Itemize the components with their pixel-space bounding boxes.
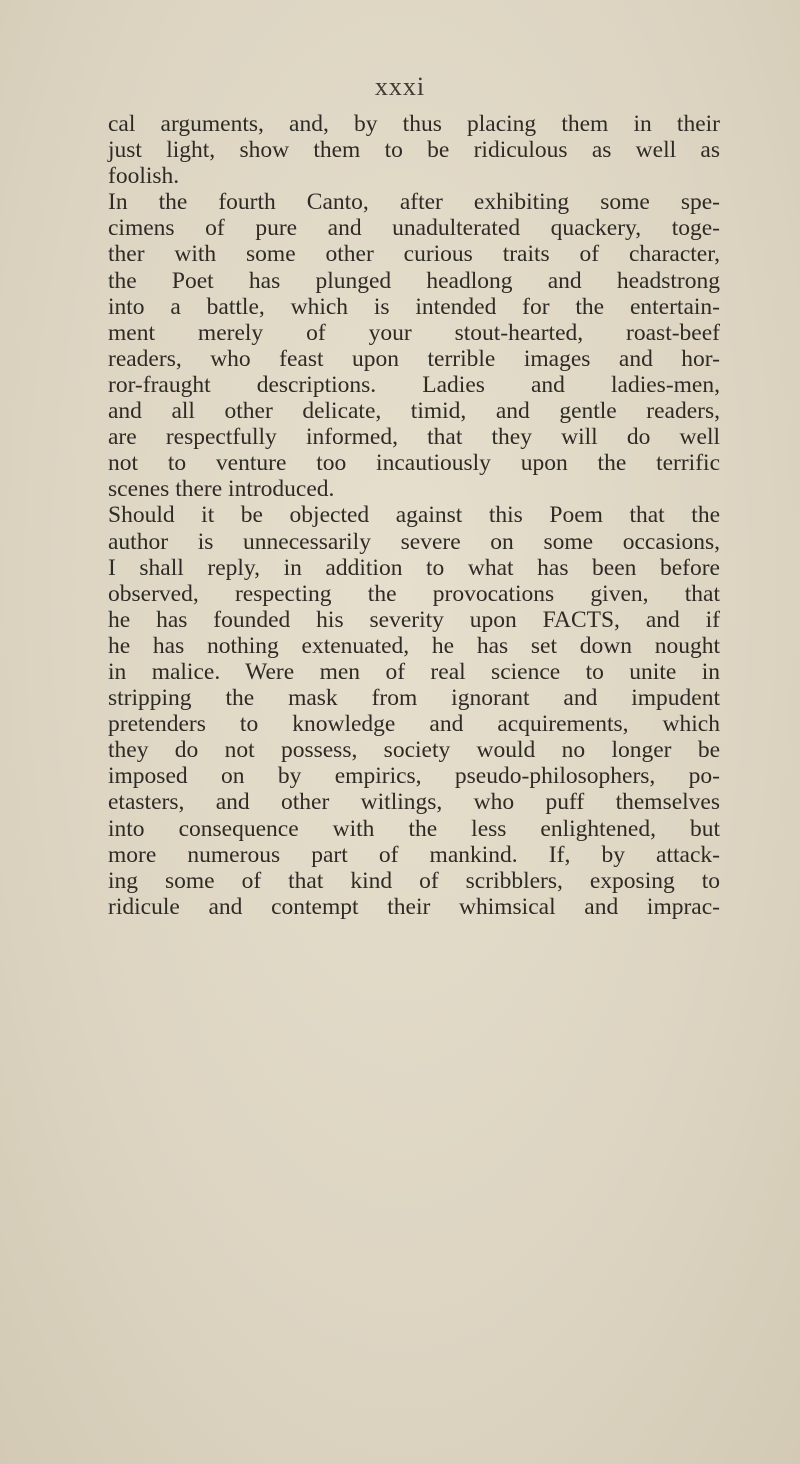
text-line: into a battle, which is intended for the entertain-: [108, 293, 720, 320]
text-line: ing some of that kind of scribblers, exposing to: [108, 867, 720, 894]
text-line: In the fourth Canto, after exhibiting some spe-: [108, 189, 720, 216]
text-line: ther with some other curious traits of character,: [108, 241, 720, 268]
text-line: ridicule and contempt their whimsical and imprac-: [108, 893, 720, 920]
text-line: the Poet has plunged headlong and headstrong: [108, 267, 720, 294]
text-line: ment merely of your stout-hearted, roast-beef: [108, 319, 720, 346]
text-line: cimens of pure and unadulterated quackery, toge-: [108, 215, 720, 242]
text-line: they do not possess, society would no longer be: [108, 737, 720, 764]
text-line: scenes there introduced.: [108, 476, 335, 503]
text-line: foolish.: [108, 163, 180, 190]
text-line: readers, who feast upon terrible images and hor-: [108, 345, 720, 372]
text-line: ror-fraught descriptions. Ladies and ladies-men,: [108, 371, 720, 398]
text-line: cal arguments, and, by thus placing them in their: [108, 111, 720, 137]
text-line: pretenders to knowledge and acquirements, which: [108, 711, 720, 738]
text-line: not to venture too incautiously upon the terrific: [108, 450, 720, 477]
text-line: are respectfully informed, that they will do well: [108, 424, 720, 451]
text-line: imposed on by empirics, pseudo-philosophers, po-: [108, 763, 720, 790]
text-line: stripping the mask from ignorant and impudent: [108, 685, 720, 712]
text-line: he has nothing extenuated, he has set down nought: [108, 632, 720, 659]
page-number: xxxi: [374, 72, 426, 101]
text-line: observed, respecting the provocations given, that: [108, 580, 720, 607]
text-line: just light, show them to be ridiculous as well as: [108, 137, 720, 164]
text-line: he has founded his severity upon FACTS, and if: [108, 606, 720, 633]
text-line: author is unnecessarily severe on some occasions,: [108, 528, 720, 555]
text-line: more numerous part of mankind. If, by attack-: [108, 841, 720, 868]
text-line: in malice. Were men of real science to unite in: [108, 658, 720, 685]
text-line: into consequence with the less enlightened, but: [108, 815, 720, 842]
text-line: Should it be objected against this Poem that the: [108, 502, 720, 529]
body-text: [108, 111, 720, 920]
text-line: etasters, and other witlings, who puff themselves: [108, 789, 720, 816]
text-line: I shall reply, in addition to what has been before: [108, 554, 720, 581]
text-line: and all other delicate, timid, and gentle readers,: [108, 398, 720, 425]
